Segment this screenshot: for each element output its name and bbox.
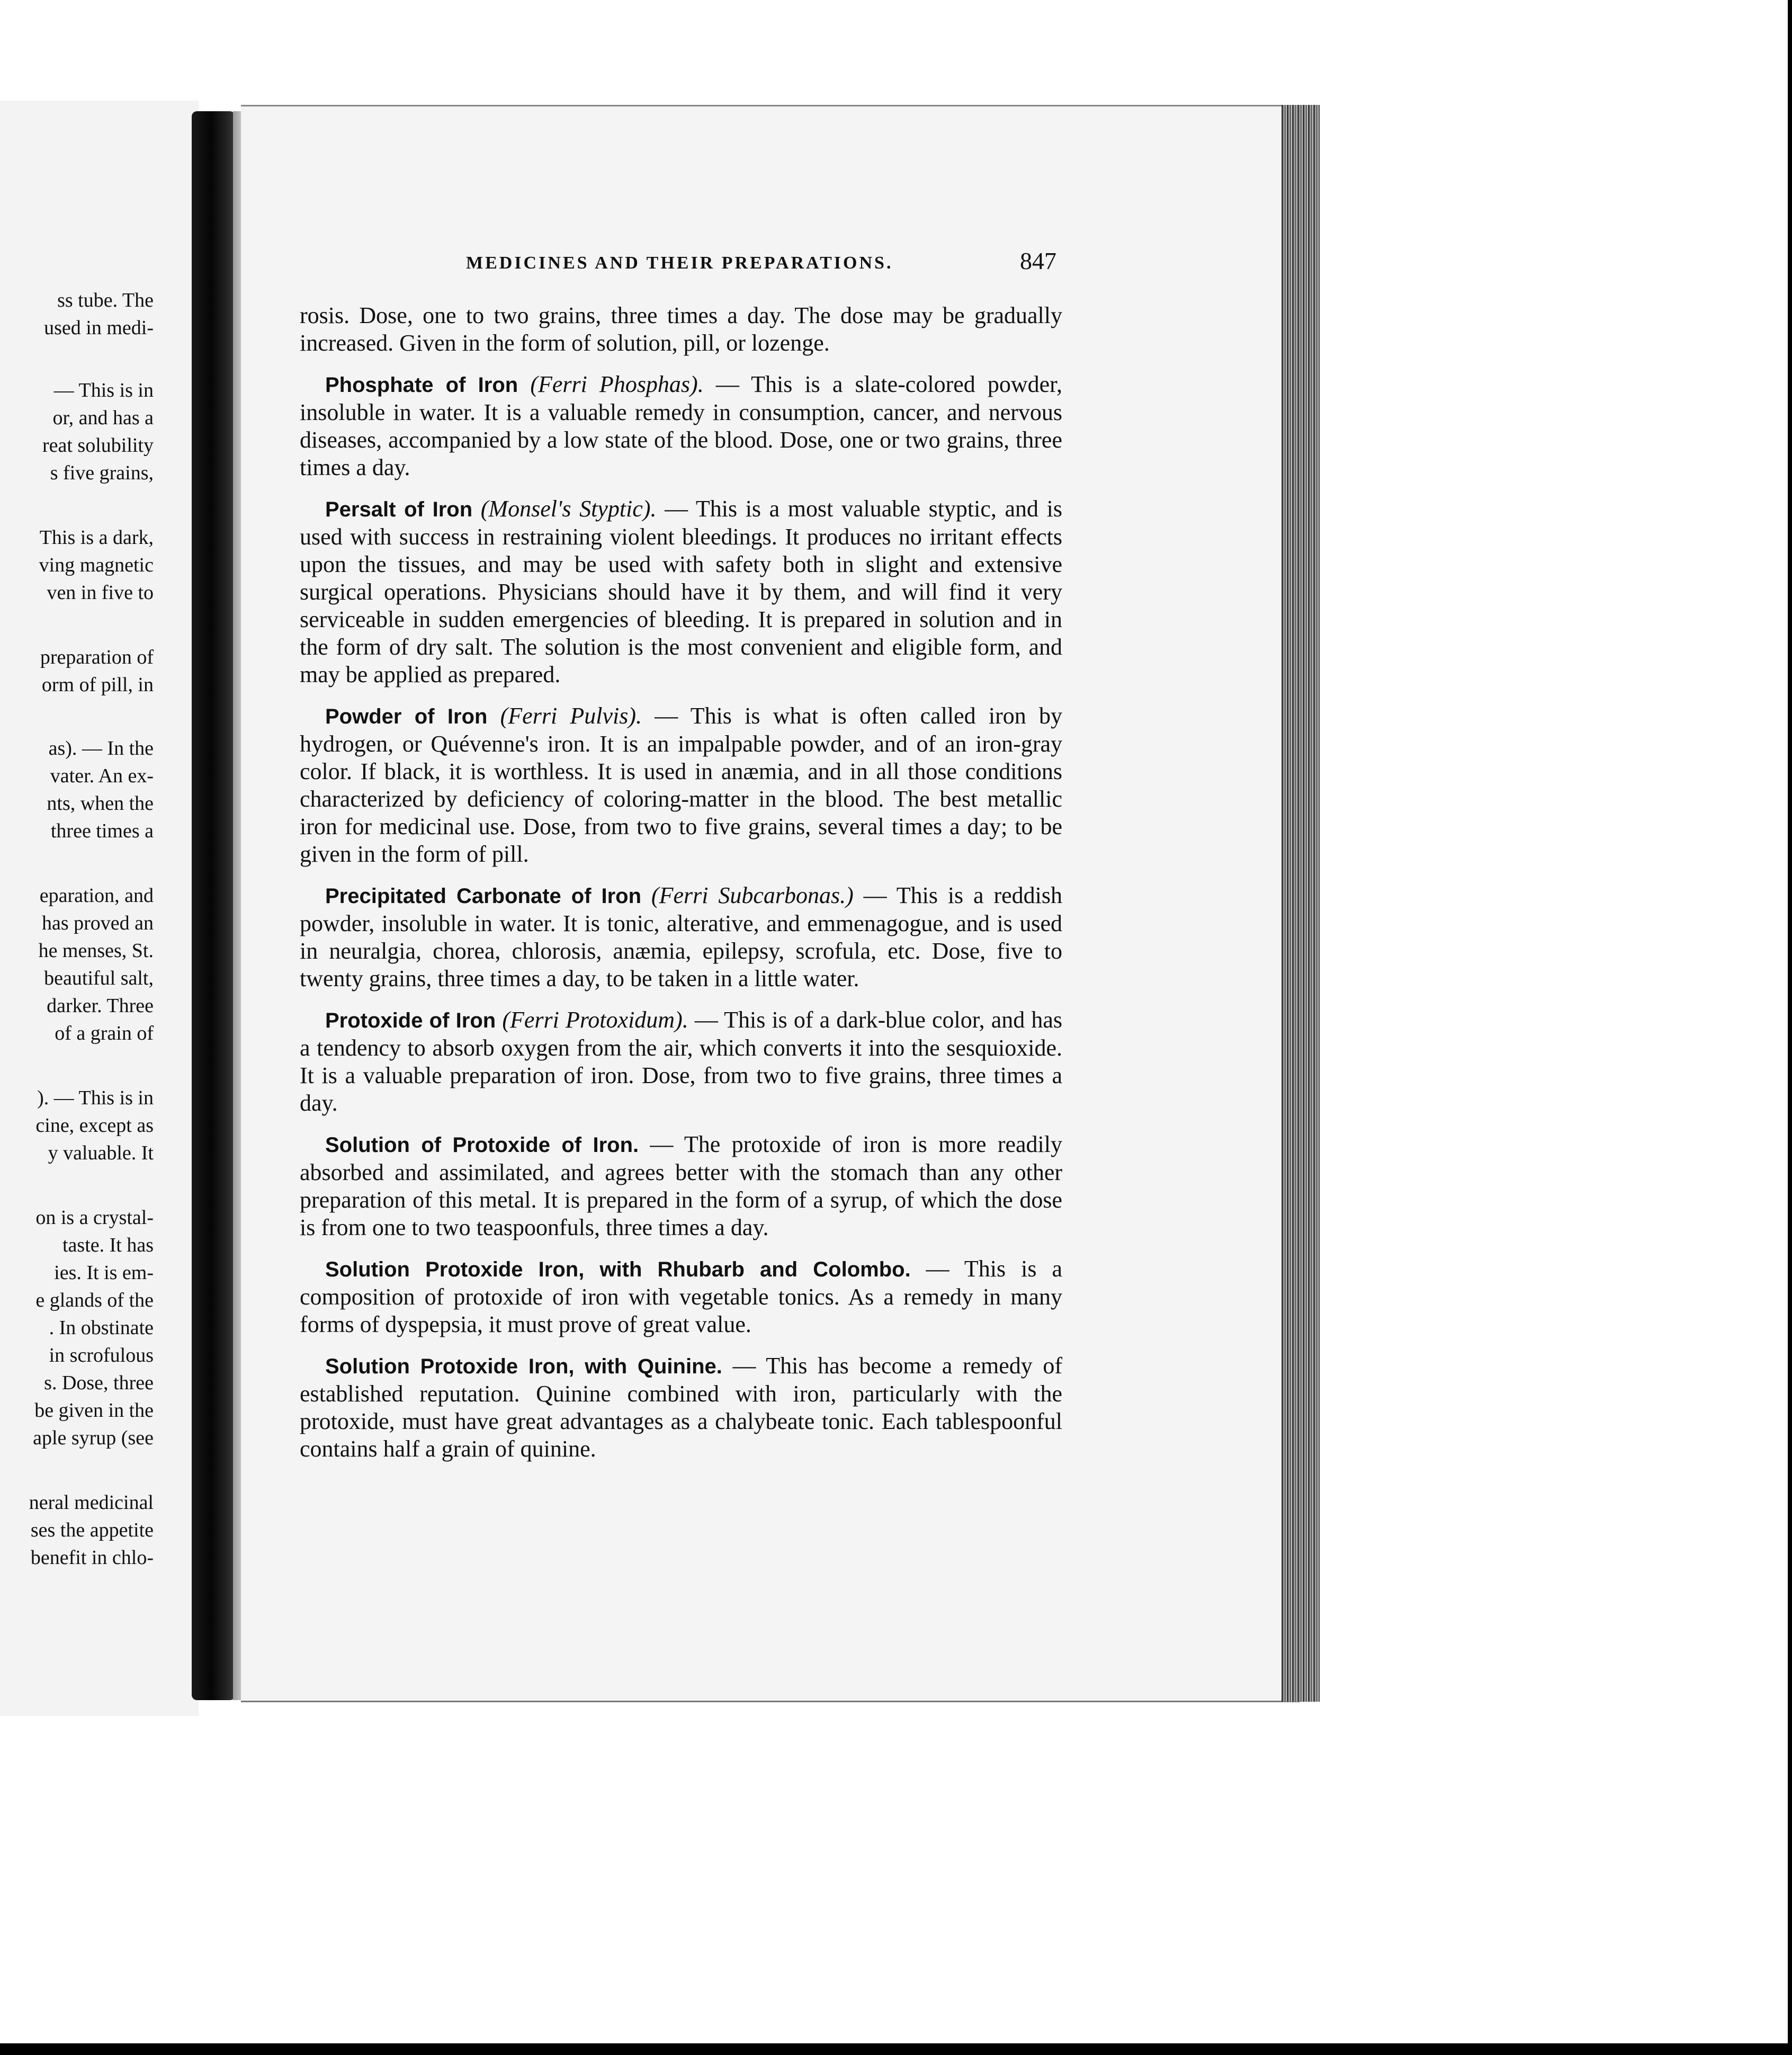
- entry-heading: Powder of Iron: [325, 705, 488, 728]
- book-gutter: [192, 111, 235, 1700]
- left-page-line: — This is in: [53, 379, 154, 401]
- em-dash: —: [656, 496, 696, 522]
- left-page-line: nts, when the: [47, 792, 154, 815]
- entry-heading: Solution Protoxide Iron, with Quinine.: [325, 1355, 722, 1378]
- left-page-line: used in medi-: [44, 317, 154, 339]
- left-page-line: be given in the: [34, 1399, 154, 1422]
- left-page-line: y valuable. It: [48, 1142, 154, 1164]
- em-dash: —: [642, 703, 691, 729]
- paragraph-text: This is a composition of protoxide of iron with vegetable tonics. As a remedy in many forms of dyspepsia, it must prove of great value.: [300, 1256, 1062, 1337]
- paragraph-text: This is a slate-colored powder, insoluble in water. It is a valuable remedy in consumption, cancer, and nervous diseases, accompanied by a low state of the blood. Dose, one or two grains, three times a day.: [300, 371, 1063, 480]
- left-page-line: darker. Three: [47, 995, 154, 1017]
- entry-heading: Solution Protoxide Iron, with Rhubarb and Colombo.: [325, 1258, 911, 1281]
- left-page-line: three times a: [50, 820, 154, 842]
- paragraph: [300, 302, 1062, 357]
- left-page-line: This is a dark,: [39, 526, 154, 549]
- left-facing-page: [0, 101, 199, 1716]
- left-page-line: s five grains,: [50, 462, 154, 484]
- paragraph: [300, 1352, 1062, 1463]
- em-dash: —: [910, 1256, 964, 1282]
- entry-heading: Phosphate of Iron: [325, 373, 518, 397]
- latin-name: (Ferri Protoxidum).: [502, 1007, 688, 1033]
- left-page-line: preparation of: [40, 646, 154, 668]
- left-page-line: as). — In the: [48, 737, 154, 760]
- paragraph-text: This has become a remedy of established reputation. Quinine combined with iron, particularly with the protoxide, must have great advantages as a chalybeate tonic. Each tablespoonful contains half a grain of quinine.: [300, 1353, 1062, 1462]
- latin-name: (Ferri Phosphas).: [530, 371, 704, 397]
- running-head: MEDICINES AND THEIR PREPARATIONS.: [466, 253, 893, 273]
- entry-heading: Precipitated Carbonate of Iron: [325, 884, 642, 908]
- latin-name: (Ferri Subcarbonas.): [651, 882, 854, 908]
- left-page-line: . In obstinate: [49, 1317, 154, 1339]
- paragraph: [300, 1006, 1062, 1117]
- paragraph: [300, 702, 1062, 868]
- left-page-line: beautiful salt,: [44, 967, 154, 989]
- left-page-line: ). — This is in: [37, 1087, 154, 1109]
- left-page-line: e glands of the: [35, 1289, 154, 1311]
- left-page-line: orm of pill, in: [41, 674, 154, 696]
- paragraph: [300, 495, 1062, 689]
- latin-name: (Ferri Pulvis).: [500, 703, 642, 729]
- body-text: [300, 302, 1062, 1477]
- left-page-line: of a grain of: [55, 1022, 154, 1044]
- left-page-line: s. Dose, three: [44, 1372, 154, 1394]
- left-page-line: taste. It has: [62, 1234, 154, 1256]
- paragraph-text: rosis. Dose, one to two grains, three times a day. The dose may be gradually increased. Given in the form of solution, pill, or lozenge.: [300, 302, 1062, 356]
- paragraph: [300, 371, 1062, 481]
- left-page-line: reat solubility: [42, 434, 154, 457]
- em-dash: —: [703, 371, 739, 397]
- em-dash: —: [853, 882, 897, 908]
- left-page-line: neral medicinal: [29, 1491, 154, 1514]
- left-page-line: ses the appetite: [30, 1519, 154, 1541]
- paragraph-text: This is what is often called iron by hydrogen, or Quévenne's iron. It is an impalpable powder, and of an iron-gray color. If black, it is worthless. It is used in anæmia, and in all those conditions characterized by deficiency of coloring-matter in the blood. The best metallic iron for medicinal use. Dose, from two to five grains, several times a day; to be given in the form of pill.: [300, 703, 1062, 867]
- entry-heading: Persalt of Iron: [325, 498, 473, 521]
- left-page-line: or, and has a: [52, 407, 154, 429]
- paragraph-text: The protoxide of iron is more readily absorbed and assimilated, and agrees better with the stomach than any other preparation of this metal. It is prepared in the form of a syrup, of which the dose is from one to two teaspoonfuls, three times a day.: [300, 1131, 1062, 1240]
- latin-name: (Monsel's Styptic).: [480, 496, 657, 522]
- paragraph-text: This is a reddish powder, insoluble in water. It is tonic, alterative, and emmenagogue, and is used in neuralgia, chorea, chlorosis, anæmia, epilepsy, scrofula, etc. Dose, five to twenty grains, three times a day, to be taken in a little water.: [300, 882, 1062, 991]
- left-page-line: benefit in chlo-: [30, 1547, 154, 1569]
- left-page-line: has proved an: [41, 912, 154, 934]
- scan-border-bottom: [0, 2043, 1792, 2055]
- paragraph: [300, 1131, 1062, 1241]
- left-page-line: eparation, and: [39, 884, 154, 907]
- entry-heading: Protoxide of Iron: [325, 1009, 496, 1032]
- left-page-line: aple syrup (see: [33, 1427, 154, 1449]
- left-page-line: ss tube. The: [57, 289, 154, 311]
- left-page-line: ven in five to: [47, 582, 154, 604]
- left-page-line: ving magnetic: [39, 554, 154, 576]
- paragraph: [300, 882, 1062, 993]
- page-number: 847: [1020, 247, 1056, 274]
- left-page-line: on is a crystal-: [35, 1207, 154, 1229]
- left-page-line: ies. It is em-: [54, 1262, 154, 1284]
- paragraph-text: This is of a dark-blue color, and has a tendency to absorb oxygen from the air, which converts it into the sesquioxide. It is a valuable preparation of iron. Dose, from two to five grains, three times a day.: [300, 1007, 1062, 1116]
- scan-border-right: [1788, 0, 1792, 2055]
- entry-heading: Solution of Protoxide of Iron.: [325, 1133, 639, 1157]
- em-dash: —: [639, 1131, 684, 1157]
- left-page-line: in scrofulous: [49, 1344, 154, 1366]
- left-page-line: cine, except as: [35, 1114, 154, 1137]
- em-dash: —: [688, 1007, 724, 1033]
- em-dash: —: [722, 1353, 766, 1379]
- left-page-line: he menses, St.: [38, 940, 154, 962]
- paragraph: [300, 1255, 1062, 1338]
- paragraph-text: This is a most valuable styptic, and is used with success in restraining violent bleedings. It produces no irritant effects upon the tissues, and may be used with safety both in slight and extensive surgical operations. Physicians should have it by them, and will find it very serviceable in sudden emergencies of bleeding. It is prepared in solution and in the form of dry salt. The solution is the most convenient and eligible form, and may be applied as prepared.: [300, 496, 1062, 687]
- left-page-line: vater. An ex-: [50, 765, 154, 787]
- page-edges: [1282, 105, 1320, 1702]
